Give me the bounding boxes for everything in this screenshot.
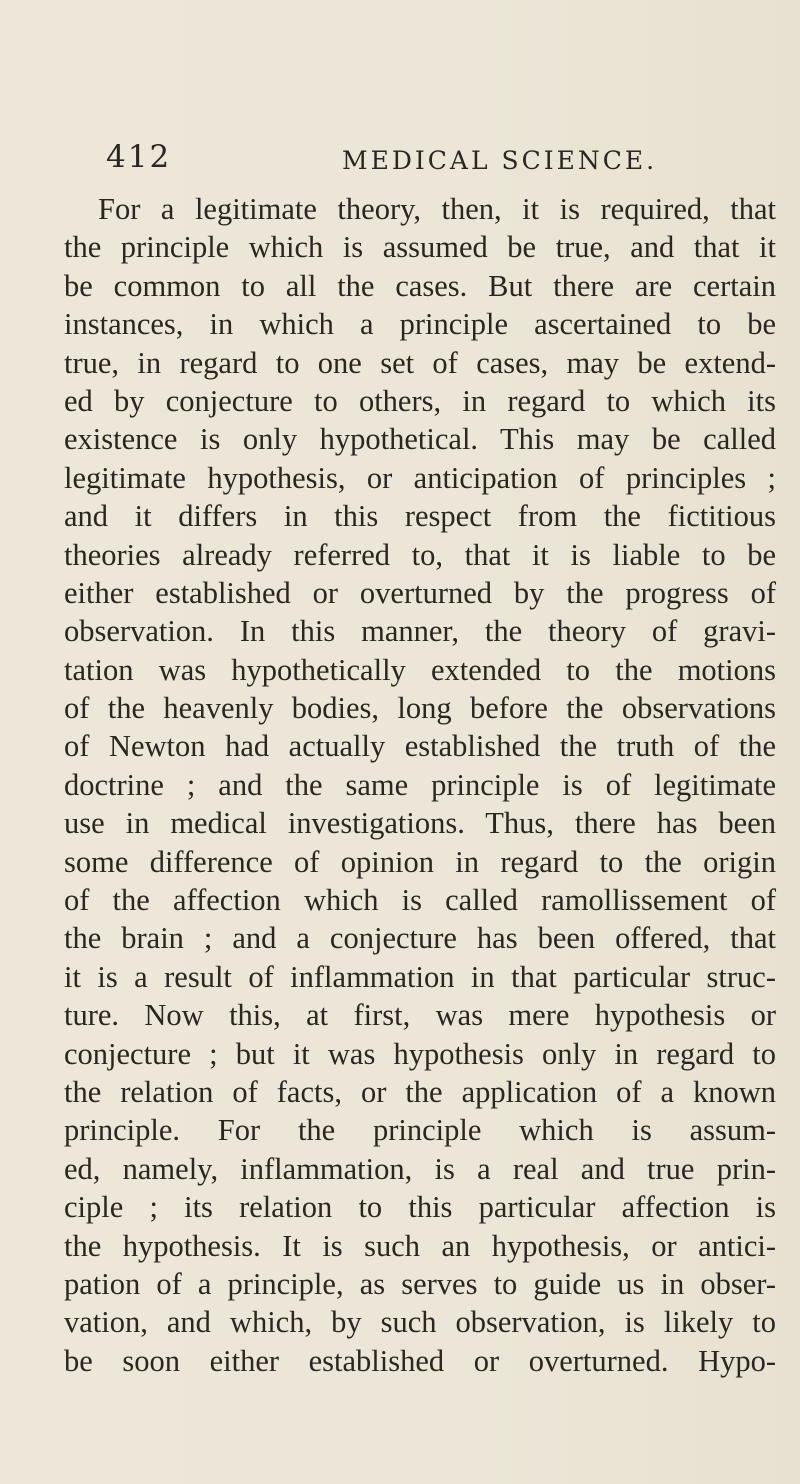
text-line: ture. Now this, at first, was mere hypothesis or	[64, 998, 776, 1033]
text-line: either established or overturned by the progress of	[64, 575, 776, 610]
text-line: some difference of opinion in regard to the origin	[64, 844, 776, 879]
text-line: pation of a principle, as serves to guide us in obser-	[64, 1266, 776, 1301]
text-line: doctrine ; and the same principle is of legitimate	[64, 767, 776, 802]
text-line: ed by conjecture to others, in regard to which its	[64, 383, 776, 418]
text-line: be common to all the cases. But there are certain	[64, 268, 776, 303]
text-line: ed, namely, inflammation, is a real and true prin-	[64, 1151, 776, 1186]
text-line: of Newton had actually established the truth of the	[64, 729, 776, 764]
text-line: vation, and which, by such observation, is likely to	[64, 1305, 776, 1340]
body-text	[64, 190, 776, 1380]
text-line: legitimate hypothesis, or anticipation of principles ;	[64, 460, 776, 495]
text-line: instances, in which a principle ascertained to be	[64, 307, 776, 342]
running-head: MEDICAL SCIENCE.	[342, 146, 658, 175]
text-line: the relation of facts, or the application of a known	[64, 1074, 776, 1109]
text-line: of the heavenly bodies, long before the observations	[64, 691, 776, 726]
text-line: the hypothesis. It is such an hypothesis, or antici-	[64, 1228, 776, 1263]
text-line: ciple ; its relation to this particular affection is	[64, 1190, 776, 1225]
text-line: use in medical investigations. Thus, there has been	[64, 806, 776, 841]
page-header	[106, 140, 740, 180]
text-line: be soon either established or overturned. Hypo-	[64, 1343, 776, 1378]
text-line: the principle which is assumed be true, and that it	[64, 230, 776, 265]
text-line: principle. For the principle which is assum-	[64, 1113, 776, 1148]
text-line: conjecture ; but it was hypothesis only in regard to	[64, 1036, 776, 1071]
text-line: true, in regard to one set of cases, may be extend-	[64, 345, 776, 380]
text-line: theories already referred to, that it is liable to be	[64, 537, 776, 572]
page-number: 412	[106, 139, 172, 175]
text-line: observation. In this manner, the theory of gravi-	[64, 614, 776, 649]
text-line: the brain ; and a conjecture has been offered, that	[64, 921, 776, 956]
text-line: it is a result of inflammation in that particular struc-	[64, 959, 776, 994]
text-line: of the affection which is called ramollissement of	[64, 883, 776, 918]
text-line: For a legitimate theory, then, it is required, that	[98, 192, 776, 226]
text-line: and it differs in this respect from the fictitious	[64, 499, 776, 534]
text-line: tation was hypothetically extended to the motions	[64, 652, 776, 687]
text-line: existence is only hypothetical. This may be called	[64, 422, 776, 457]
